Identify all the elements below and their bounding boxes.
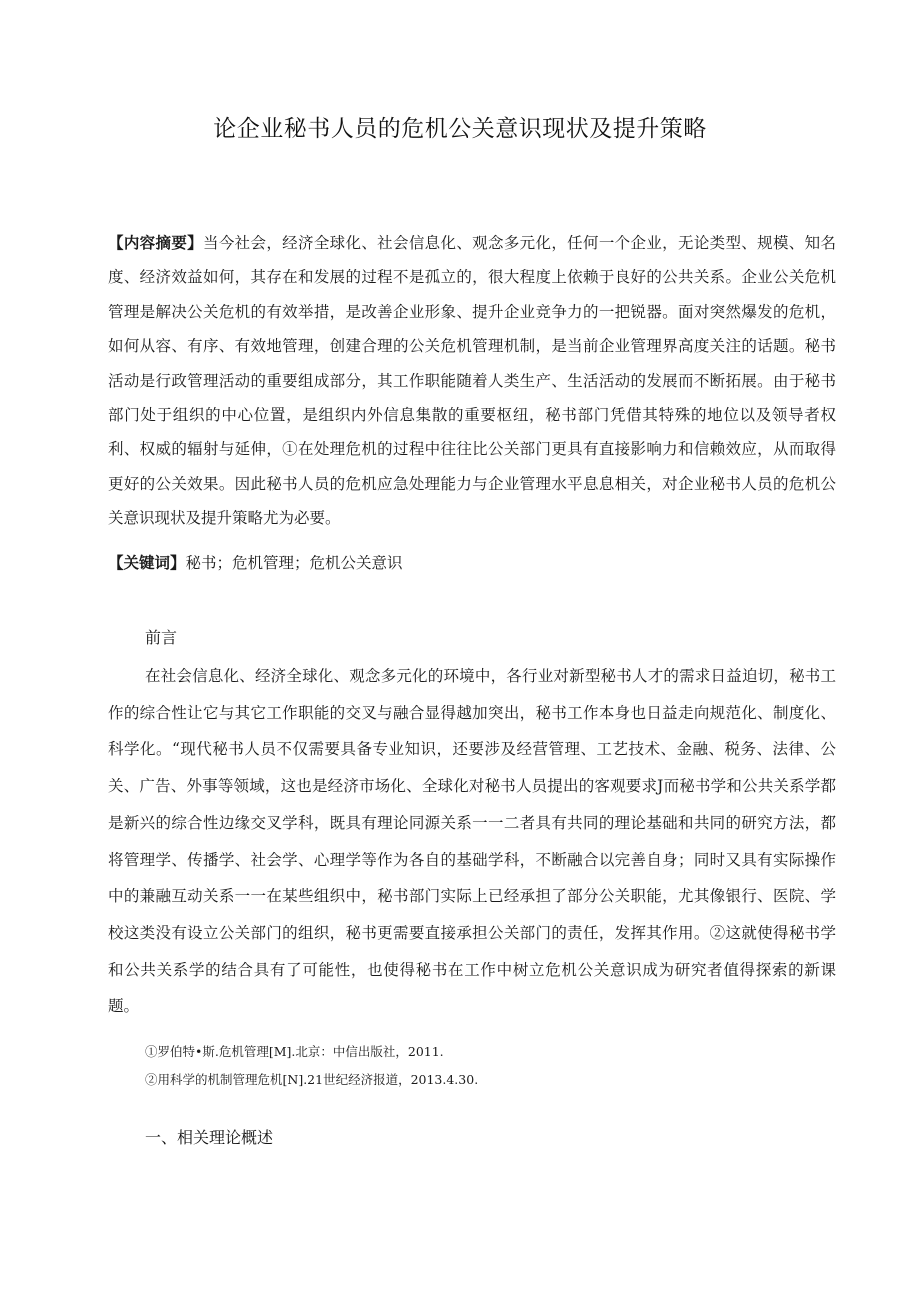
document-title: 论企业秘书人员的危机公关意识现状及提升策略 — [213, 116, 707, 142]
keywords-line — [108, 548, 836, 578]
abstract-label: 【内容摘要】 — [108, 234, 203, 252]
footnotes — [145, 1038, 835, 1094]
section-heading-1: 一、相关理论概述 — [145, 1128, 274, 1147]
preface-paragraph: 在社会信息化、经济全球化、观念多元化的环境中，各行业对新型秘书人才的需求日益迫切，秘书工作的综合性让它与其它工作职能的交叉与融合显得越加突出，秘书工作本身也日益走向规范化、制度化、科学化。“现代秘书人员不仅需要具备专业知识，还要涉及经营管理、工艺技术、金融、税务、法律、公关、广告、外事等领域，这也是经济市场化、全球化对秘书人员提出的客观要求J而秘书学和公共关系学都是新兴的综合性边缘交叉学科，既具有理论同源关系一一二者具有共同的理论基础和共同的研究方法，都将管理学、传播学、社会学、心理学等作为各自的基础学科，不断融合以完善自身；同时又具有实际操作中的兼融互动关系一一在某些组织中，秘书部门实际上已经承担了部分公关职能，尤其像银行、医院、学校这类没有设立公关部门的组织，秘书更需要直接承担公关部门的责任，发挥其作用。②这就使得秘书学和公共关系学的结合具有了可能性，也使得秘书在工作中树立危机公关意识成为研究者值得探索的新课题。 — [108, 667, 836, 1016]
preface-heading: 前言 — [145, 628, 178, 647]
footnote-1: ①罗伯特•斯.危机管理[M].北京：中信出版社，2011. — [145, 1044, 444, 1059]
keywords-text: 秘书；危机管理；危机公关意识 — [185, 554, 403, 572]
abstract-paragraph — [108, 226, 836, 536]
footnote-2: ②用科学的机制管理危机[N].21世纪经济报道，2013.4.30. — [145, 1072, 479, 1087]
keywords-label: 【关键词】 — [108, 554, 186, 572]
abstract-text: 当今社会，经济全球化、社会信息化、观念多元化，任何一个企业，无论类型、规模、知名度、经济效益如何，其存在和发展的过程不是孤立的，很大程度上依赖于良好的公共关系。企业公关危机管理是解决公关危机的有效举措，是改善企业形象、提升企业竞争力的一把锐器。面对突然爆发的危机，如何从容、有序、有效地管理，创建合理的公关危机管理机制，是当前企业管理界高度关注的话题。秘书活动是行政管理活动的重要组成部分，其工作职能随着人类生产、生活活动的发展而不断拓展。由于秘书部门处于组织的中心位置，是组织内外信息集散的重要枢纽，秘书部门凭借其特殊的地位以及领导者权利、权威的辐射与延伸，①在处理危机的过程中往往比公关部门更具有直接影响力和信赖效应，从而取得更好的公关效果。因此秘书人员的危机应急处理能力与企业管理水平息息相关，对企业秘书人员的危机公关意识现状及提升策略尤为必要。 — [108, 234, 836, 528]
